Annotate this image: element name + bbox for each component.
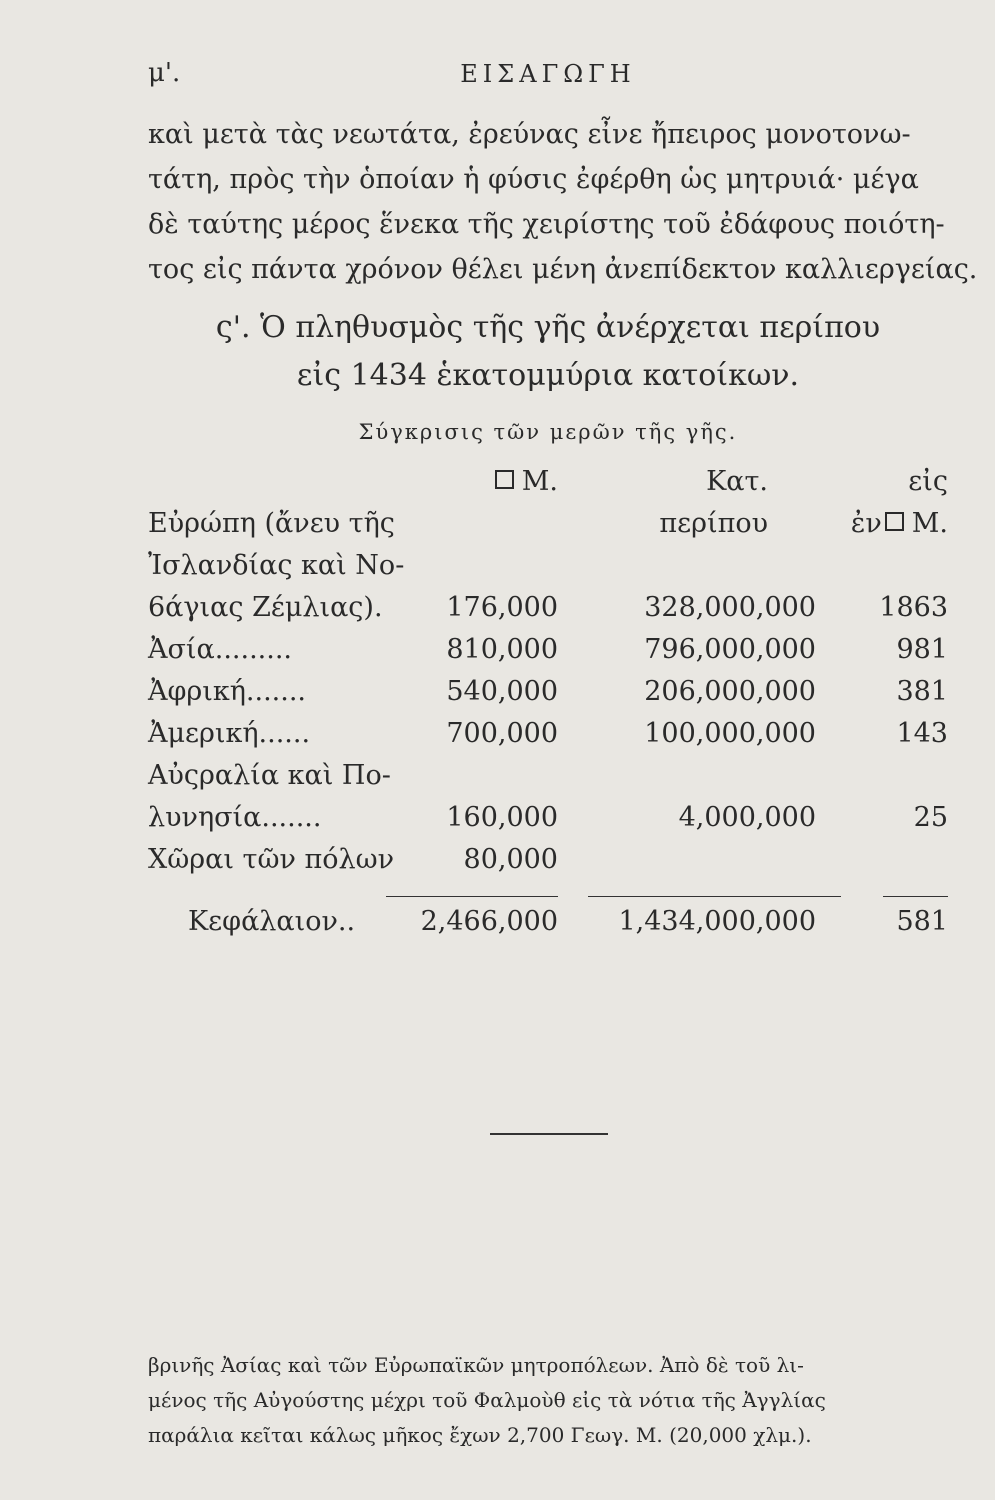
sum-rule	[588, 896, 841, 897]
table-row	[148, 718, 948, 760]
density-total: 581	[896, 906, 948, 937]
table-row	[148, 676, 948, 718]
area-value: 540,000	[446, 676, 558, 707]
region-name: Εὐρώπη (ἄνευ τῆς	[148, 508, 395, 539]
area-value: 700,000	[446, 718, 558, 749]
area-value: 160,000	[446, 802, 558, 833]
total-row	[148, 906, 948, 948]
body-paragraph	[148, 112, 978, 292]
population-value: 328,000,000	[644, 592, 816, 623]
table-header-row	[148, 466, 948, 508]
population-value: 4,000,000	[678, 802, 816, 833]
population-value: 100,000,000	[644, 718, 816, 749]
area-value: 810,000	[446, 634, 558, 665]
table-row	[148, 844, 948, 886]
table-row	[148, 634, 948, 676]
population-value: 796,000,000	[644, 634, 816, 665]
area-header: Μ.	[495, 466, 558, 497]
square-icon	[495, 470, 514, 489]
footnote-line: βρινῆς Ἀσίας καὶ τῶν Εὐρωπαϊκῶν μητροπόλεων. Ἀπὸ δὲ τοῦ λι-	[148, 1353, 804, 1377]
density-value: 25	[913, 802, 948, 833]
population-total: 1,434,000,000	[618, 906, 816, 937]
population-value: 206,000,000	[644, 676, 816, 707]
square-icon	[885, 512, 904, 531]
footnote-line: μένος τῆς Αὐγούστης μέχρι τοῦ Φαλμοὺθ εἰς τὰ νότια τῆς Ἀγγλίας	[148, 1388, 826, 1412]
population-header-sub: περίπου	[659, 508, 768, 539]
table-row	[148, 760, 948, 802]
density-value: 381	[896, 676, 948, 707]
sum-rule	[883, 896, 948, 897]
region-name: Χῶραι τῶν πόλων	[148, 844, 395, 875]
region-name: 6άγιας Ζέμλιας).	[148, 592, 383, 623]
area-value: 80,000	[463, 844, 558, 875]
region-name: Αὐςραλία καὶ Πο-	[148, 760, 391, 791]
paragraph-line: καὶ μετὰ τὰς νεωτάτα, ἐρεύνας εἶνε ἤπειρος μονοτονω-	[148, 119, 911, 150]
region-name: Ἀφρική.......	[148, 676, 306, 707]
section-separator	[490, 1133, 608, 1135]
paragraph-line: τάτη, πρὸς τὴν ὁποίαν ἡ φύσις ἐφέρθη ὡς μητρυιά· μέγα	[148, 164, 919, 195]
section-heading	[148, 304, 948, 400]
table-row	[148, 802, 948, 844]
sum-rule	[386, 896, 558, 897]
region-name: Ἰσλανδίας καὶ Νο-	[148, 550, 405, 581]
density-header-sub: ἐν Μ.	[850, 508, 948, 539]
section-line: εἰς 1434 ἑκατομμύρια κατοίκων.	[296, 358, 800, 393]
paragraph-line: τος εἰς πάντα χρόνον θέλει μένη ἀνεπίδεκτον καλλιεργείας.	[148, 254, 978, 285]
area-total: 2,466,000	[420, 906, 558, 937]
table-caption: Σύγκρισις τῶν μερῶν τῆς γῆς.	[358, 420, 738, 444]
population-header: Κατ.	[706, 466, 768, 497]
footnote	[148, 1348, 948, 1453]
region-name: Ἀμερική......	[148, 718, 311, 749]
area-value: 176,000	[446, 592, 558, 623]
region-name: λυνησία.......	[148, 802, 322, 833]
density-value: 143	[896, 718, 948, 749]
region-name: Ἀσία.........	[148, 634, 292, 665]
table-header-row	[148, 508, 948, 550]
density-header: εἰς	[908, 466, 948, 497]
density-value: 1863	[879, 592, 948, 623]
table-row	[148, 550, 948, 592]
paragraph-line: δὲ ταύτης μέρος ἕνεκα τῆς χειρίστης τοῦ ἐδάφους ποιότη-	[148, 209, 945, 240]
total-label: Κεφάλαιον..	[188, 906, 356, 937]
section-line: ς'. Ὁ πληθυσμὸς τῆς γῆς ἀνέρχεται περίπου	[215, 310, 881, 345]
footnote-line: παράλια κεῖται κάλως μῆκος ἔχων 2,700 Γεωγ. Μ. (20,000 χλμ.).	[148, 1423, 812, 1447]
running-title: ΕΙΣΑΓΩΓΗ	[460, 60, 636, 88]
table-row	[148, 592, 948, 634]
page-number: μ'.	[148, 58, 181, 88]
density-value: 981	[896, 634, 948, 665]
page-header	[148, 58, 948, 98]
